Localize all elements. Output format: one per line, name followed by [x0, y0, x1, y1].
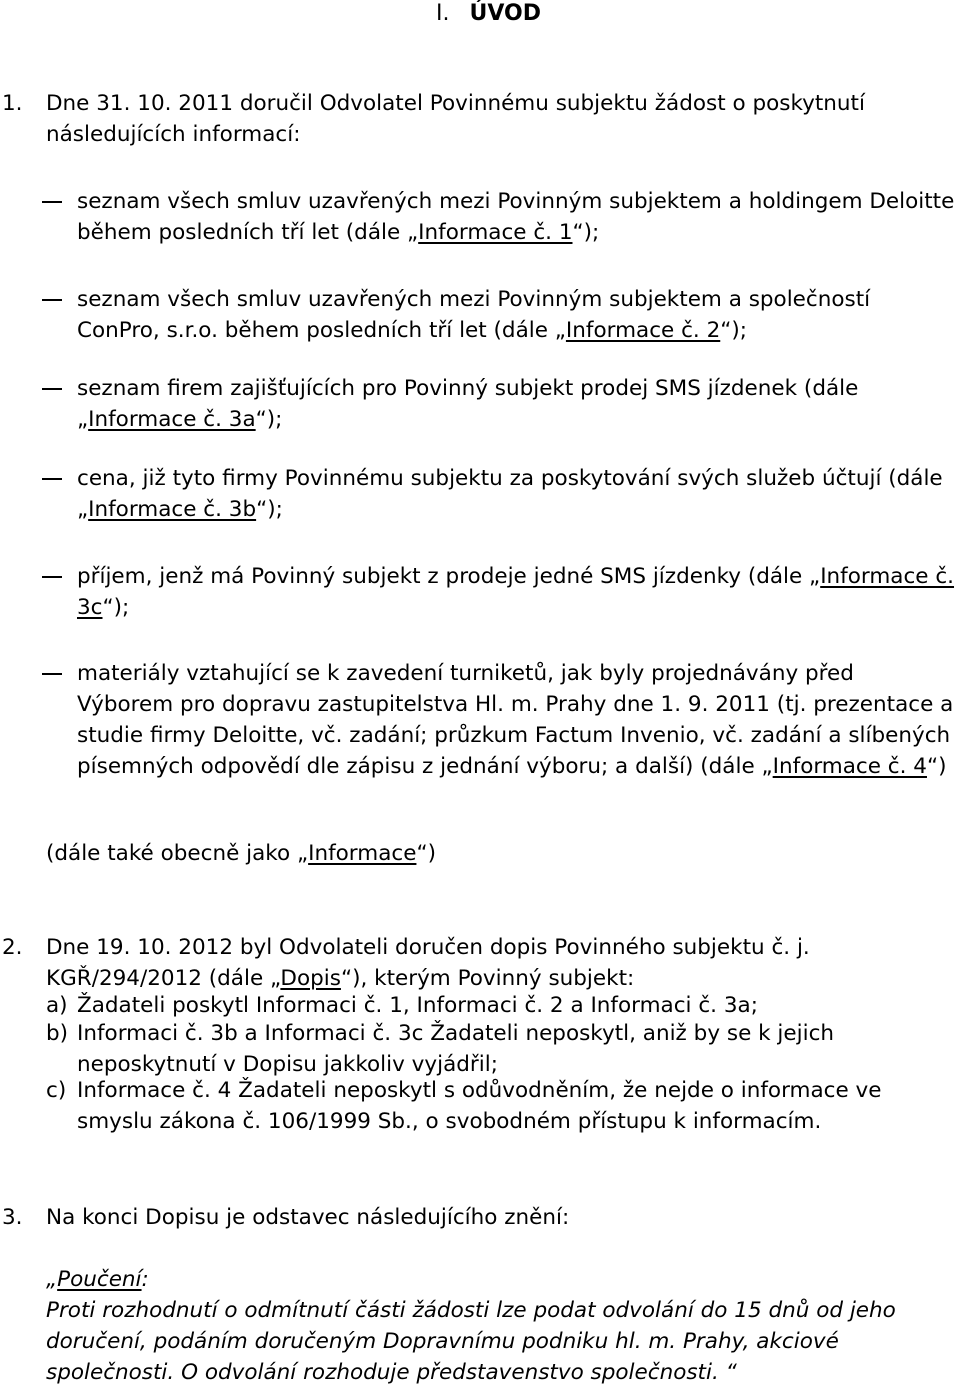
- paragraph-1: [0, 88, 955, 150]
- list-letter: a): [46, 993, 68, 1018]
- dash-bullet: [42, 201, 62, 203]
- list-item: [0, 1075, 955, 1137]
- list-item-text: Žadateli poskytl Informaci č. 1, Informaci č. 2 a Informaci č. 3a;: [77, 993, 758, 1018]
- defined-term: Informace č. 4: [772, 754, 927, 779]
- dash-bullet: [42, 478, 62, 480]
- dash-bullet: [42, 299, 62, 301]
- paragraph-text: Dne 31. 10. 2011 doručil Odvolatel Povinnému subjektu žádost o poskytnutí následujících informací:: [46, 91, 865, 147]
- quote-open-mark: „: [46, 1267, 58, 1292]
- list-item-text: příjem, jenž má Povinný subjekt z prodeje jedné SMS jízdenky (dále „: [77, 564, 821, 589]
- list-item: [0, 463, 955, 525]
- list-item-text-end: “);: [255, 407, 283, 432]
- quote-label-line: [46, 1264, 951, 1295]
- paragraph-number: 1.: [2, 91, 23, 116]
- paragraph-2: [0, 932, 955, 994]
- list-item: [0, 561, 955, 623]
- list-item-text: seznam firem zajišťujících pro Povinný subjekt prodej SMS jízdenek (dále „: [77, 376, 859, 432]
- list-item-text: Informace č. 4 Žadateli neposkytl s odůvodněním, že nejde o informace ve smyslu zákona č. 106/1999 Sb., o svobodném přístupu k informacím.: [77, 1078, 882, 1134]
- summary-text: (dále také obecně jako „: [46, 841, 309, 866]
- dash-bullet: [42, 388, 62, 390]
- quote-close-mark: “: [725, 1360, 737, 1385]
- list-item: [0, 990, 955, 1021]
- list-item: [0, 373, 955, 435]
- list-item-text: seznam všech smluv uzavřených mezi Povinným subjektem a holdingem Deloitte během posledních tří let (dále „: [77, 189, 955, 245]
- list-item-text: seznam všech smluv uzavřených mezi Povinným subjektem a společností ConPro, s.r.o. během posledních tří let (dále „: [77, 287, 871, 343]
- defined-term: Informace č. 2: [565, 318, 721, 343]
- defined-term: Informace: [308, 841, 417, 866]
- paragraph-3: [0, 1202, 955, 1233]
- list-item-text-end: “);: [256, 497, 283, 522]
- list-item: [0, 658, 955, 782]
- dash-bullet: [42, 673, 62, 675]
- paragraph-text: Na konci Dopisu je odstavec následujícího znění:: [46, 1205, 570, 1230]
- defined-term: Informace č. 3b: [88, 497, 257, 522]
- list-letter: b): [46, 1021, 69, 1046]
- quote-text: Proti rozhodnutí o odmítnutí části žádosti lze podat odvolání do 15 dnů od jeho doručení, podáním doručeným Dopravnímu podniku hl. m. Prahy, akciové společnosti. O odvolání rozhoduje představenstvo společnosti.: [46, 1298, 896, 1385]
- list-item-text: Informaci č. 3b a Informaci č. 3c Žadateli neposkytl, aniž by se k jejich neposkytnutí v Dopisu jakkoliv vyjádřil;: [77, 1021, 835, 1077]
- paragraph-number: 2.: [2, 935, 23, 960]
- list-item: [0, 284, 955, 346]
- quoted-paragraph: [46, 1295, 951, 1388]
- summary-text-end: “): [416, 841, 436, 866]
- section-title: ÚVOD: [469, 1, 541, 26]
- list-item-text-end: “): [926, 754, 947, 779]
- quote-colon: :: [141, 1267, 149, 1292]
- defined-term: Informace č. 1: [418, 220, 573, 245]
- paragraph-number: 3.: [2, 1205, 23, 1230]
- list-letter: c): [46, 1078, 67, 1103]
- section-number: I.: [436, 1, 450, 26]
- paragraph-text: Dne 19. 10. 2012 byl Odvolateli doručen dopis Povinného subjektu č. j. KGŘ/294/2012 (dále „Dopis“), kterým Povinný subjekt:: [46, 935, 810, 991]
- list-item-text-end: “);: [720, 318, 748, 343]
- defined-term: Dopis: [280, 966, 341, 991]
- section-heading: [436, 0, 541, 28]
- list-item-text-end: “);: [572, 220, 600, 245]
- list-item-text: materiály vztahující se k zavedení turniketů, jak byly projednávány před Výborem pro dopravu zastupitelstva Hl. m. Prahy dne 1. 9. 2011 (tj. prezentace a studie firmy Deloitte, vč. zadání; průzkum Factum Invenio, vč. zadání a slíbených písemných odpovědí dle zápisu z jednání výboru; a další) (dále „: [77, 661, 954, 779]
- summary-line: [46, 838, 951, 869]
- list-item-text-end: “);: [102, 595, 130, 620]
- list-item-text: cena, již tyto firmy Povinnému subjektu za poskytování svých služeb účtují (dále „: [77, 466, 943, 522]
- dash-bullet: [42, 576, 62, 578]
- list-item: [0, 1018, 955, 1080]
- defined-term: Informace č. 3c: [77, 564, 955, 620]
- quote-label: Poučení: [57, 1267, 142, 1292]
- defined-term: Informace č. 3a: [88, 407, 256, 432]
- list-item: [0, 186, 955, 248]
